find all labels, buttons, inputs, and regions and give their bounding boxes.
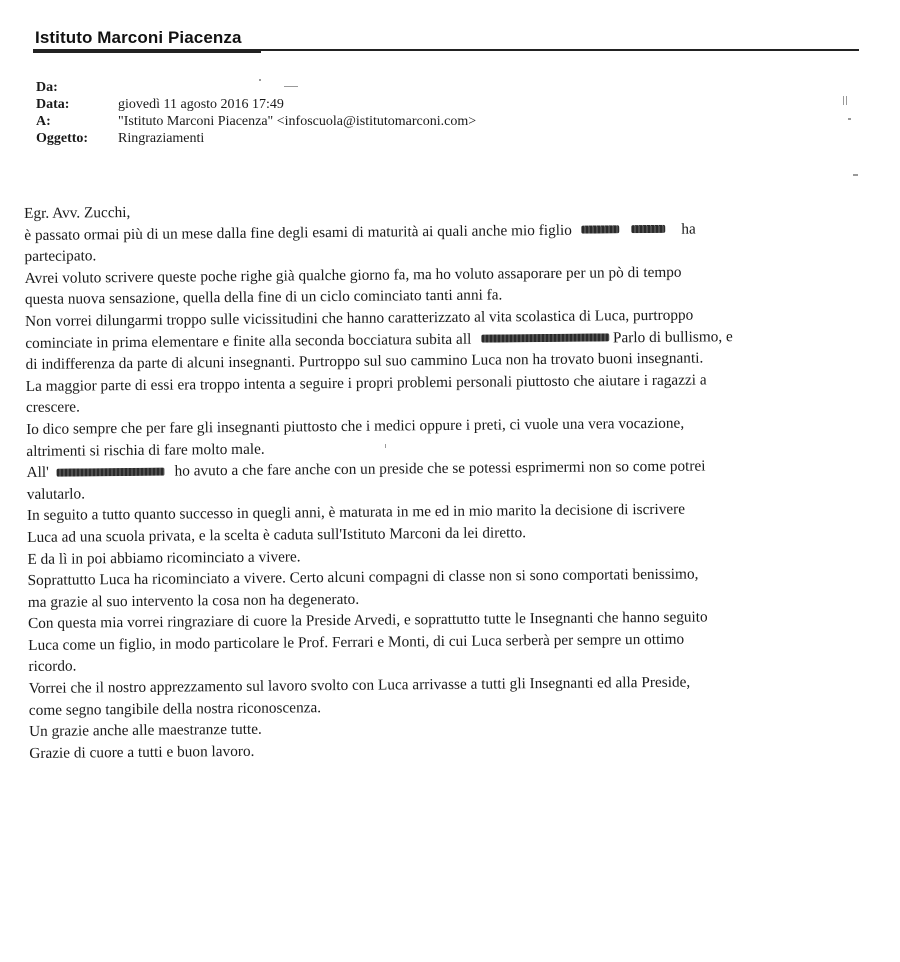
to-value: "Istituto Marconi Piacenza" <infoscuola@istitutomarconi.com> [118,114,477,129]
body-text: cominciate in prima elementare e finite alla seconda bocciatura subita all [25,330,472,352]
body-text: è passato ormai più di un mese dalla fine degli esami di maturità ai quali anche mio figlio [24,221,572,244]
body-line: Con questa mia vorrei ringraziare di cuore la Preside Arvedi, e soprattutto tutte le Insegnanti che hanno seguito [27,608,708,633]
header-row-date [36,96,476,113]
body-line: Grazie di cuore a tutti e buon lavoro. [29,742,255,762]
email-body [24,195,879,765]
scan-speck [846,96,847,105]
body-line: partecipato. [24,247,97,266]
subject-value: Ringraziamenti [118,131,205,146]
body-line: di indifferenza da parte di alcuni insegnanti. Purtroppo sul suo cammino Luca non ha trovato buoni insegnanti. [25,349,704,374]
body-line: altrimenti si rischia di fare molto male. [26,440,265,460]
body-line: come segno tangibile della nostra riconoscenza. [28,698,322,719]
to-label: A: [36,114,51,129]
scan-speck [853,174,858,176]
body-line: Luca come un figlio, in modo particolare le Prof. Ferrari e Monti, di cui Luca serberà per sempre un ottimo [28,630,685,654]
body-line: Io dico sempre che per fare gli insegnanti piuttosto che i medici oppure i preti, ci vuole una vera vocazione, [26,414,685,438]
body-line: La maggior parte di essi era troppo intenta a seguire i propri problemi personali piuttosto che aiutare i ragazzi a [25,371,707,395]
date-value: giovedì 11 agosto 2016 17:49 [118,97,284,112]
body-line: In seguito a tutto quanto successo in quegli anni, è maturata in me ed in mio marito la decisione di iscrivere [26,500,686,525]
body-line: Un grazie anche alle maestranze tutte. [28,720,262,741]
body-text: Parlo di bullismo, e [612,327,733,346]
body-text: ha [681,220,696,238]
body-line: Vorrei che il nostro apprezzamento sul lavoro svolto con Luca arrivasse a tutti gli Insegnanti ed alla Preside, [28,673,691,698]
body-line: E da lì in poi abbiamo ricominciato a vivere. [27,547,301,568]
header-row-subject [36,130,476,147]
email-headers [36,79,476,147]
subject-label: Oggetto: [36,131,89,146]
redaction-mark [57,467,165,476]
scan-speck [259,79,261,81]
redaction-mark [481,333,609,342]
body-text: All' [26,463,49,482]
institute-title: Istituto Marconi Piacenza [35,28,242,47]
from-label: Da: [36,80,58,95]
body-line: Avrei voluto scrivere queste poche righe già qualche giorno fa, ma ho voluto assaporare per un pò di tempo [24,263,682,287]
header-row-to [36,113,476,130]
scan-speck [284,86,298,87]
body-line: Non vorrei dilungarmi troppo sulle vicissitudini che hanno caratterizzato al vita scolastica di Luca, purtroppo [25,306,694,330]
header-row-from [36,79,476,96]
body-line: questa nuova sensazione, quella della fine di un ciclo cominciato tanti anni fa. [24,286,503,309]
body-line: ma grazie al suo intervento la cosa non ha degenerato. [27,590,360,611]
body-line: valutarlo. [26,485,86,503]
date-label: Data: [36,97,70,112]
body-line: crescere. [25,398,80,417]
redaction-mark [631,225,665,233]
scan-speck [843,96,844,105]
body-line: Egr. Avv. Zucchi, [24,203,131,222]
redaction-mark [582,225,620,233]
body-line: Luca ad una scuola privata, e la scelta è caduta sull'Istituto Marconi da lei diretto. [27,524,527,546]
body-line: ricordo. [28,657,77,676]
title-rule-accent [33,50,261,53]
body-line: Soprattutto Luca ha ricominciato a vivere. Certo alcuni compagni di classe non si sono comportati benissimo, [27,565,699,590]
scan-speck [848,118,851,120]
body-text: ho avuto a che fare anche con un preside che se potessi esprimermi non so come potrei [174,457,706,480]
